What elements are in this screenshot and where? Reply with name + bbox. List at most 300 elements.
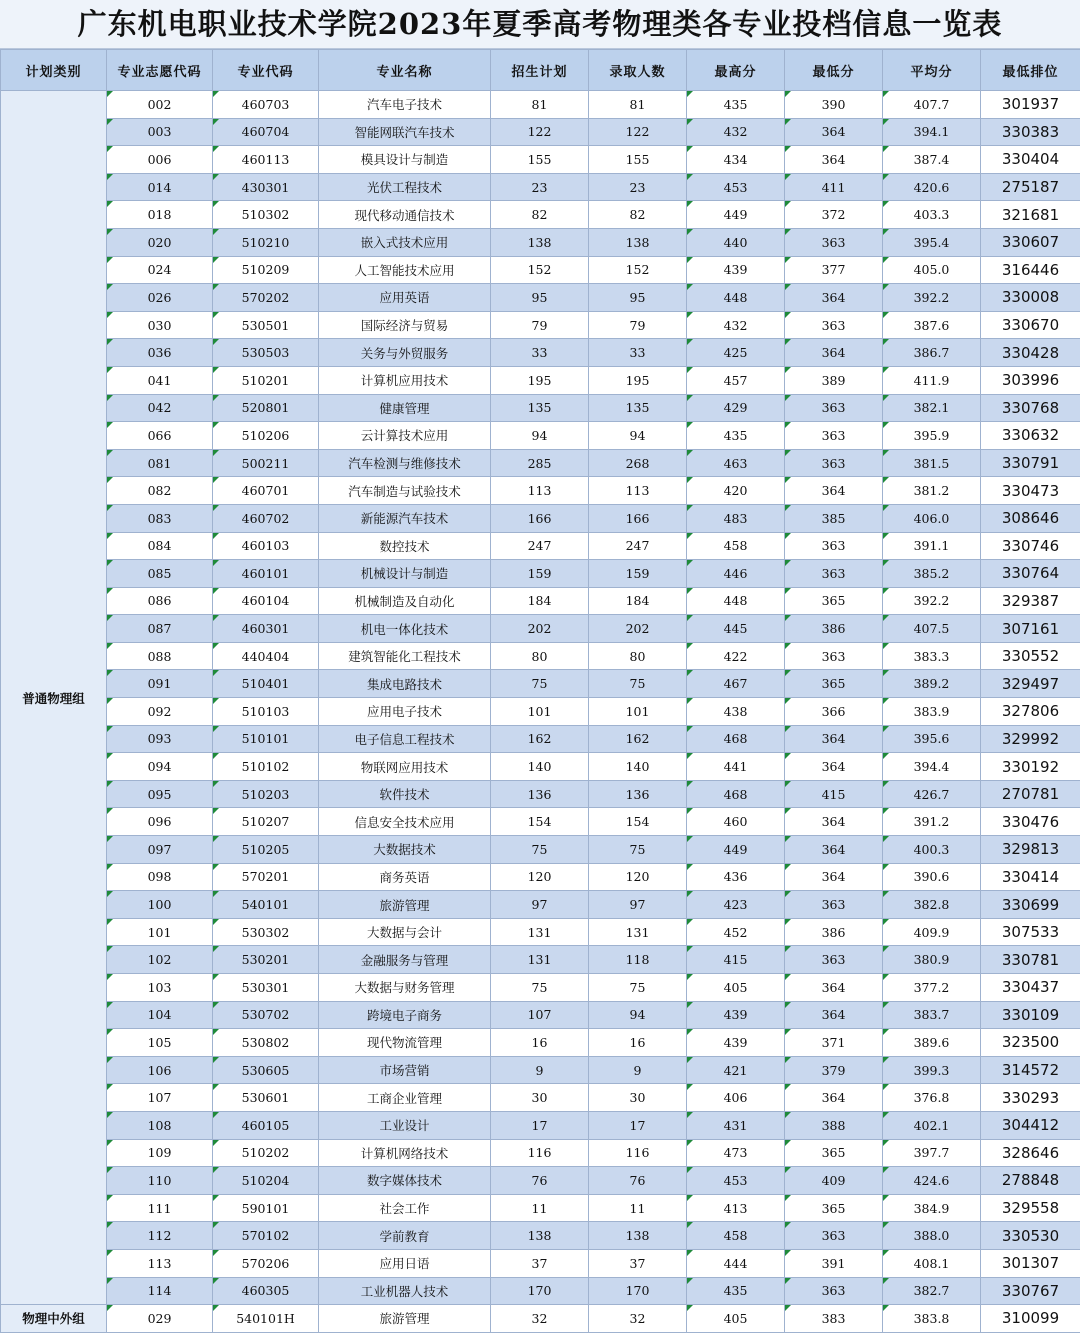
lowest-rank-cell: 301937 [981,91,1080,119]
average-score-cell: 383.7 [883,1001,981,1029]
highest-score-cell: 435 [687,1277,785,1305]
major-name-cell: 信息安全技术应用 [319,808,491,836]
major-choice-code-cell: 018 [107,201,213,229]
highest-score-cell: 406 [687,1084,785,1112]
major-code-cell: 510206 [213,422,319,450]
lowest-rank-cell: 330764 [981,560,1080,588]
admitted-count-cell: 136 [589,780,687,808]
lowest-score-cell: 364 [785,974,883,1002]
major-code-cell: 510210 [213,228,319,256]
lowest-rank-cell: 304412 [981,1111,1080,1139]
enrollment-plan-cell: 159 [491,560,589,588]
major-choice-code-cell: 081 [107,449,213,477]
table-row [1,1111,1080,1139]
lowest-score-cell: 388 [785,1111,883,1139]
admitted-count-cell: 120 [589,863,687,891]
lowest-score-cell: 364 [785,863,883,891]
lowest-score-cell: 390 [785,91,883,119]
major-choice-code-cell: 066 [107,422,213,450]
average-score-cell: 380.9 [883,946,981,974]
lowest-rank-cell: 330008 [981,284,1080,312]
lowest-score-cell: 386 [785,918,883,946]
major-code-cell: 460702 [213,504,319,532]
lowest-rank-cell: 330428 [981,339,1080,367]
enrollment-plan-cell: 120 [491,863,589,891]
lowest-rank-cell: 330781 [981,946,1080,974]
major-code-cell: 510103 [213,698,319,726]
lowest-score-cell: 365 [785,1194,883,1222]
highest-score-cell: 440 [687,228,785,256]
lowest-rank-cell: 307533 [981,918,1080,946]
highest-score-cell: 448 [687,587,785,615]
enrollment-plan-cell: 32 [491,1305,589,1333]
enrollment-plan-cell: 138 [491,1222,589,1250]
table-row [1,256,1080,284]
lowest-score-cell: 363 [785,394,883,422]
highest-score-cell: 483 [687,504,785,532]
lowest-score-cell: 379 [785,1056,883,1084]
highest-score-cell: 435 [687,91,785,119]
lowest-score-cell: 363 [785,228,883,256]
admitted-count-cell: 166 [589,504,687,532]
table-row [1,284,1080,312]
average-score-cell: 383.9 [883,698,981,726]
enrollment-plan-cell: 75 [491,836,589,864]
admitted-count-cell: 184 [589,587,687,615]
major-name-cell: 模具设计与制造 [319,146,491,174]
admitted-count-cell: 159 [589,560,687,588]
highest-score-cell: 452 [687,918,785,946]
major-choice-code-cell: 084 [107,532,213,560]
major-code-cell: 570201 [213,863,319,891]
highest-score-cell: 429 [687,394,785,422]
major-choice-code-cell: 111 [107,1194,213,1222]
highest-score-cell: 425 [687,339,785,367]
table-row [1,91,1080,119]
admitted-count-cell: 155 [589,146,687,174]
highest-score-cell: 422 [687,642,785,670]
enrollment-plan-cell: 162 [491,725,589,753]
admitted-count-cell: 37 [589,1249,687,1277]
major-choice-code-cell: 097 [107,836,213,864]
major-choice-code-cell: 106 [107,1056,213,1084]
average-score-cell: 420.6 [883,173,981,201]
major-name-cell: 社会工作 [319,1194,491,1222]
header-plan-category: 计划类别 [1,50,107,91]
lowest-score-cell: 389 [785,366,883,394]
lowest-score-cell: 365 [785,1139,883,1167]
average-score-cell: 409.9 [883,918,981,946]
enrollment-plan-cell: 9 [491,1056,589,1084]
highest-score-cell: 436 [687,863,785,891]
table-row [1,1305,1080,1333]
major-code-cell: 530302 [213,918,319,946]
average-score-cell: 424.6 [883,1167,981,1195]
table-row [1,1167,1080,1195]
lowest-rank-cell: 321681 [981,201,1080,229]
enrollment-plan-cell: 135 [491,394,589,422]
admitted-count-cell: 122 [589,118,687,146]
table-row [1,1139,1080,1167]
average-score-cell: 381.5 [883,449,981,477]
admitted-count-cell: 30 [589,1084,687,1112]
lowest-score-cell: 411 [785,173,883,201]
average-score-cell: 397.7 [883,1139,981,1167]
major-name-cell: 学前教育 [319,1222,491,1250]
major-choice-code-cell: 110 [107,1167,213,1195]
admitted-count-cell: 95 [589,284,687,312]
lowest-score-cell: 391 [785,1249,883,1277]
lowest-rank-cell: 323500 [981,1029,1080,1057]
major-name-cell: 大数据与会计 [319,918,491,946]
major-name-cell: 机械制造及自动化 [319,587,491,615]
major-choice-code-cell: 030 [107,311,213,339]
major-choice-code-cell: 093 [107,725,213,753]
highest-score-cell: 421 [687,1056,785,1084]
highest-score-cell: 453 [687,173,785,201]
highest-score-cell: 468 [687,780,785,808]
admitted-count-cell: 32 [589,1305,687,1333]
table-row [1,1084,1080,1112]
major-choice-code-cell: 087 [107,615,213,643]
header-lowest-rank: 最低排位 [981,50,1080,91]
table-row [1,394,1080,422]
enrollment-plan-cell: 184 [491,587,589,615]
major-code-cell: 570202 [213,284,319,312]
average-score-cell: 385.2 [883,560,981,588]
table-row [1,670,1080,698]
table-body [1,91,1080,1333]
highest-score-cell: 435 [687,422,785,450]
table-row [1,974,1080,1002]
table-row [1,836,1080,864]
admitted-count-cell: 16 [589,1029,687,1057]
enrollment-plan-cell: 11 [491,1194,589,1222]
admitted-count-cell: 154 [589,808,687,836]
major-name-cell: 软件技术 [319,780,491,808]
average-score-cell: 383.8 [883,1305,981,1333]
table-row [1,1001,1080,1029]
major-choice-code-cell: 114 [107,1277,213,1305]
admitted-count-cell: 247 [589,532,687,560]
table-row [1,311,1080,339]
lowest-score-cell: 415 [785,780,883,808]
lowest-rank-cell: 330632 [981,422,1080,450]
major-name-cell: 现代物流管理 [319,1029,491,1057]
lowest-rank-cell: 330437 [981,974,1080,1002]
major-name-cell: 光伏工程技术 [319,173,491,201]
major-code-cell: 530702 [213,1001,319,1029]
major-choice-code-cell: 086 [107,587,213,615]
highest-score-cell: 434 [687,146,785,174]
major-code-cell: 460301 [213,615,319,643]
highest-score-cell: 448 [687,284,785,312]
major-name-cell: 关务与外贸服务 [319,339,491,367]
major-code-cell: 520801 [213,394,319,422]
table-row [1,808,1080,836]
average-score-cell: 395.4 [883,228,981,256]
major-code-cell: 510401 [213,670,319,698]
admitted-count-cell: 170 [589,1277,687,1305]
major-code-cell: 460104 [213,587,319,615]
major-choice-code-cell: 100 [107,891,213,919]
lowest-rank-cell: 330109 [981,1001,1080,1029]
header-row [1,50,1080,91]
enrollment-plan-cell: 122 [491,118,589,146]
lowest-score-cell: 364 [785,146,883,174]
highest-score-cell: 432 [687,118,785,146]
average-score-cell: 403.3 [883,201,981,229]
major-code-cell: 540101 [213,891,319,919]
table-title: 广东机电职业技术学院2023年夏季高考物理类各专业投档信息一览表 [0,0,1080,49]
major-code-cell: 530501 [213,311,319,339]
table-row [1,1194,1080,1222]
plan-category-cell: 普通物理组 [1,91,107,1305]
enrollment-plan-cell: 75 [491,974,589,1002]
major-code-cell: 430301 [213,173,319,201]
table-row [1,863,1080,891]
highest-score-cell: 431 [687,1111,785,1139]
lowest-score-cell: 385 [785,504,883,532]
major-code-cell: 530802 [213,1029,319,1057]
enrollment-plan-cell: 97 [491,891,589,919]
major-code-cell: 460113 [213,146,319,174]
major-code-cell: 530301 [213,974,319,1002]
average-score-cell: 402.1 [883,1111,981,1139]
enrollment-plan-cell: 285 [491,449,589,477]
lowest-rank-cell: 330473 [981,477,1080,505]
table-row [1,1249,1080,1277]
major-name-cell: 机械设计与制造 [319,560,491,588]
lowest-score-cell: 363 [785,642,883,670]
average-score-cell: 382.1 [883,394,981,422]
major-name-cell: 工业设计 [319,1111,491,1139]
major-name-cell: 市场营销 [319,1056,491,1084]
admitted-count-cell: 116 [589,1139,687,1167]
major-name-cell: 健康管理 [319,394,491,422]
major-name-cell: 商务英语 [319,863,491,891]
lowest-rank-cell: 328646 [981,1139,1080,1167]
average-score-cell: 405.0 [883,256,981,284]
enrollment-plan-cell: 81 [491,91,589,119]
major-choice-code-cell: 092 [107,698,213,726]
major-code-cell: 460703 [213,91,319,119]
major-code-cell: 510201 [213,366,319,394]
average-score-cell: 382.7 [883,1277,981,1305]
table-row [1,560,1080,588]
lowest-rank-cell: 330552 [981,642,1080,670]
major-choice-code-cell: 109 [107,1139,213,1167]
enrollment-plan-cell: 17 [491,1111,589,1139]
average-score-cell: 391.2 [883,808,981,836]
major-name-cell: 应用英语 [319,284,491,312]
major-code-cell: 530201 [213,946,319,974]
lowest-rank-cell: 303996 [981,366,1080,394]
major-code-cell: 460701 [213,477,319,505]
major-choice-code-cell: 014 [107,173,213,201]
enrollment-plan-cell: 82 [491,201,589,229]
highest-score-cell: 449 [687,201,785,229]
major-name-cell: 应用日语 [319,1249,491,1277]
major-code-cell: 540101H [213,1305,319,1333]
major-choice-code-cell: 036 [107,339,213,367]
major-choice-code-cell: 108 [107,1111,213,1139]
average-score-cell: 411.9 [883,366,981,394]
major-choice-code-cell: 102 [107,946,213,974]
major-name-cell: 数字媒体技术 [319,1167,491,1195]
highest-score-cell: 420 [687,477,785,505]
table-row [1,201,1080,229]
enrollment-plan-cell: 33 [491,339,589,367]
enrollment-plan-cell: 116 [491,1139,589,1167]
lowest-rank-cell: 316446 [981,256,1080,284]
header-major-code: 专业代码 [213,50,319,91]
admitted-count-cell: 113 [589,477,687,505]
major-code-cell: 570102 [213,1222,319,1250]
lowest-score-cell: 363 [785,422,883,450]
table-row [1,449,1080,477]
table-row [1,532,1080,560]
lowest-rank-cell: 270781 [981,780,1080,808]
enrollment-plan-cell: 30 [491,1084,589,1112]
highest-score-cell: 467 [687,670,785,698]
lowest-rank-cell: 301307 [981,1249,1080,1277]
enrollment-plan-cell: 37 [491,1249,589,1277]
major-choice-code-cell: 020 [107,228,213,256]
lowest-score-cell: 364 [785,1001,883,1029]
major-choice-code-cell: 105 [107,1029,213,1057]
admitted-count-cell: 75 [589,974,687,1002]
average-score-cell: 386.7 [883,339,981,367]
lowest-score-cell: 363 [785,560,883,588]
lowest-score-cell: 364 [785,725,883,753]
lowest-rank-cell: 330414 [981,863,1080,891]
lowest-rank-cell: 330699 [981,891,1080,919]
major-choice-code-cell: 083 [107,504,213,532]
major-choice-code-cell: 095 [107,780,213,808]
major-code-cell: 460704 [213,118,319,146]
major-choice-code-cell: 104 [107,1001,213,1029]
lowest-score-cell: 363 [785,946,883,974]
header-admitted-count: 录取人数 [589,50,687,91]
lowest-score-cell: 363 [785,311,883,339]
major-name-cell: 新能源汽车技术 [319,504,491,532]
enrollment-plan-cell: 79 [491,311,589,339]
average-score-cell: 395.9 [883,422,981,450]
table-row [1,918,1080,946]
admitted-count-cell: 101 [589,698,687,726]
admitted-count-cell: 75 [589,836,687,864]
enrollment-plan-cell: 170 [491,1277,589,1305]
lowest-score-cell: 364 [785,339,883,367]
lowest-score-cell: 363 [785,1277,883,1305]
major-choice-code-cell: 103 [107,974,213,1002]
average-score-cell: 407.5 [883,615,981,643]
lowest-rank-cell: 329387 [981,587,1080,615]
table-row [1,366,1080,394]
average-score-cell: 376.8 [883,1084,981,1112]
table-row [1,753,1080,781]
table-row [1,1029,1080,1057]
enrollment-plan-cell: 94 [491,422,589,450]
highest-score-cell: 413 [687,1194,785,1222]
enrollment-plan-cell: 80 [491,642,589,670]
enrollment-plan-cell: 247 [491,532,589,560]
table-row [1,228,1080,256]
average-score-cell: 377.2 [883,974,981,1002]
lowest-score-cell: 364 [785,284,883,312]
major-choice-code-cell: 085 [107,560,213,588]
admitted-count-cell: 81 [589,91,687,119]
lowest-rank-cell: 275187 [981,173,1080,201]
table-row [1,891,1080,919]
table-row [1,504,1080,532]
highest-score-cell: 441 [687,753,785,781]
lowest-rank-cell: 330383 [981,118,1080,146]
major-choice-code-cell: 082 [107,477,213,505]
admitted-count-cell: 94 [589,422,687,450]
admitted-count-cell: 23 [589,173,687,201]
lowest-score-cell: 377 [785,256,883,284]
highest-score-cell: 439 [687,1029,785,1057]
major-code-cell: 510102 [213,753,319,781]
major-code-cell: 510302 [213,201,319,229]
admitted-count-cell: 140 [589,753,687,781]
admitted-count-cell: 118 [589,946,687,974]
table-row [1,725,1080,753]
enrollment-plan-cell: 138 [491,228,589,256]
highest-score-cell: 439 [687,256,785,284]
lowest-score-cell: 365 [785,670,883,698]
highest-score-cell: 432 [687,311,785,339]
lowest-rank-cell: 330404 [981,146,1080,174]
major-name-cell: 工业机器人技术 [319,1277,491,1305]
header-highest-score: 最高分 [687,50,785,91]
average-score-cell: 392.2 [883,284,981,312]
admitted-count-cell: 202 [589,615,687,643]
major-name-cell: 数控技术 [319,532,491,560]
lowest-score-cell: 409 [785,1167,883,1195]
major-choice-code-cell: 088 [107,642,213,670]
lowest-rank-cell: 310099 [981,1305,1080,1333]
admitted-count-cell: 138 [589,1222,687,1250]
lowest-rank-cell: 329497 [981,670,1080,698]
highest-score-cell: 446 [687,560,785,588]
major-name-cell: 汽车电子技术 [319,91,491,119]
lowest-rank-cell: 330670 [981,311,1080,339]
lowest-rank-cell: 330767 [981,1277,1080,1305]
lowest-rank-cell: 330192 [981,753,1080,781]
admitted-count-cell: 76 [589,1167,687,1195]
average-score-cell: 426.7 [883,780,981,808]
major-code-cell: 510207 [213,808,319,836]
average-score-cell: 399.3 [883,1056,981,1084]
lowest-rank-cell: 329813 [981,836,1080,864]
major-name-cell: 汽车制造与试验技术 [319,477,491,505]
admitted-count-cell: 33 [589,339,687,367]
lowest-rank-cell: 330791 [981,449,1080,477]
major-code-cell: 530605 [213,1056,319,1084]
header-major-name: 专业名称 [319,50,491,91]
major-name-cell: 嵌入式技术应用 [319,228,491,256]
table-row [1,146,1080,174]
major-choice-code-cell: 094 [107,753,213,781]
lowest-score-cell: 386 [785,615,883,643]
major-choice-code-cell: 098 [107,863,213,891]
major-name-cell: 金融服务与管理 [319,946,491,974]
enrollment-plan-cell: 136 [491,780,589,808]
table-row [1,422,1080,450]
